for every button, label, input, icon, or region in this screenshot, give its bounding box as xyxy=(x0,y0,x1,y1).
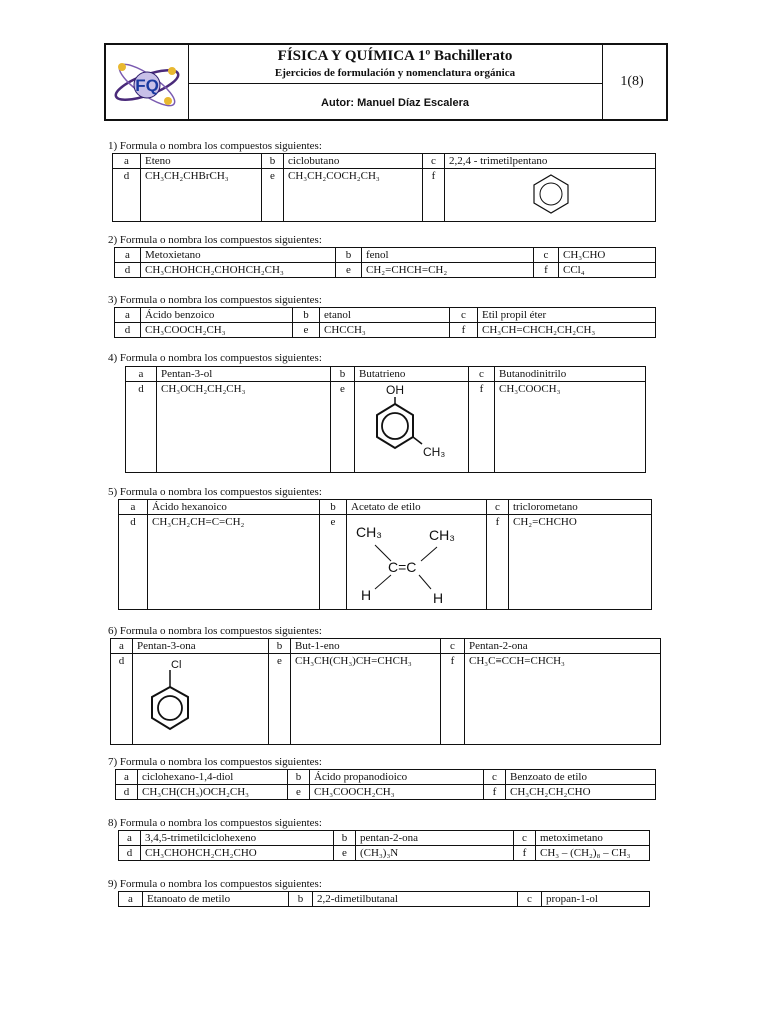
question-prompt: Formula o nombra los compuestos siguientes: xyxy=(119,486,322,498)
question-9-heading xyxy=(108,878,322,891)
structure-cell xyxy=(133,654,269,745)
ch3-label: CH₃ xyxy=(356,524,382,540)
question-5-heading xyxy=(108,486,322,499)
question-number: 5) xyxy=(108,486,118,498)
item-letter: c xyxy=(514,831,536,846)
question-6-heading xyxy=(108,625,322,638)
table-row xyxy=(119,515,652,610)
table-row xyxy=(119,846,650,861)
item-letter: f xyxy=(469,382,495,473)
structure-cell xyxy=(445,169,656,222)
item-letter: b xyxy=(288,770,310,785)
item-text: Eteno xyxy=(141,154,262,169)
item-letter: e xyxy=(262,169,284,222)
structure-cell xyxy=(347,515,487,610)
item-letter: f xyxy=(441,654,465,745)
item-letter: a xyxy=(119,500,148,515)
item-letter: a xyxy=(116,770,138,785)
document-subtitle: Ejercicios de formulación y nomenclatura orgánica xyxy=(274,67,516,79)
question-prompt: Formula o nombra los compuestos siguientes: xyxy=(119,625,322,637)
item-text: CHCCH₃ xyxy=(320,323,450,338)
question-number: 4) xyxy=(108,352,118,364)
item-text: Ácido propanodioico xyxy=(310,770,484,785)
structure-cell xyxy=(355,382,469,473)
item-text: But-1-eno xyxy=(291,639,441,654)
table-row xyxy=(119,892,650,907)
question-1-heading xyxy=(108,140,322,153)
table-row xyxy=(111,639,661,654)
item-letter: f xyxy=(534,263,559,278)
question-2-heading xyxy=(108,234,322,247)
item-letter: b xyxy=(262,154,284,169)
page-number: 1(8) xyxy=(620,74,644,89)
item-text: CH₃CHOHCH₂CH₂CHO xyxy=(141,846,334,861)
item-letter: f xyxy=(423,169,445,222)
item-text: CH₃COOCH₂CH₃ xyxy=(310,785,484,800)
double-bond-label: C=C xyxy=(388,559,417,575)
cl-label: Cl xyxy=(171,659,182,671)
question-1-table xyxy=(112,153,656,222)
item-letter: d xyxy=(113,169,141,222)
question-number: 9) xyxy=(108,878,118,890)
item-text: CH₃C≡CCH=CHCH₃ xyxy=(465,654,661,745)
item-text: propan-1-ol xyxy=(542,892,650,907)
item-text: Acetato de etilo xyxy=(347,500,487,515)
item-letter: a xyxy=(119,831,141,846)
header-divider xyxy=(188,83,602,84)
item-letter: a xyxy=(111,639,133,654)
item-text: 2,2,4 - trimetilpentano xyxy=(445,154,656,169)
item-text: CH₃CH₂CH₂CHO xyxy=(506,785,656,800)
item-letter: d xyxy=(119,846,141,861)
item-letter: c xyxy=(518,892,542,907)
item-letter: b xyxy=(334,831,356,846)
item-letter: a xyxy=(113,154,141,169)
question-6-table xyxy=(110,638,661,745)
item-letter: a xyxy=(119,892,143,907)
document-author: Autor: Manuel Díaz Escalera xyxy=(321,97,469,109)
question-2-table xyxy=(114,247,656,278)
item-letter: d xyxy=(111,654,133,745)
question-4-table xyxy=(125,366,646,473)
item-letter: a xyxy=(126,367,157,382)
question-prompt: Formula o nombra los compuestos siguientes: xyxy=(119,878,322,890)
table-row xyxy=(119,500,652,515)
table-row xyxy=(115,263,656,278)
item-text: 3,4,5-trimetilciclohexeno xyxy=(141,831,334,846)
item-text: Etanoato de metilo xyxy=(143,892,289,907)
item-text: CH₂=CHCH=CH₂ xyxy=(362,263,534,278)
item-letter: b xyxy=(293,308,320,323)
item-letter: e xyxy=(293,323,320,338)
item-text: CCl₄ xyxy=(559,263,656,278)
item-letter: a xyxy=(115,248,141,263)
h-label: H xyxy=(433,590,444,605)
oh-label: OH xyxy=(386,383,404,397)
question-7-table xyxy=(115,769,656,800)
svg-text:FQ: FQ xyxy=(135,76,159,95)
item-text: CH₃OCH₂CH₂CH₃ xyxy=(157,382,331,473)
item-text: CH₂=CHCHO xyxy=(509,515,652,610)
item-text: Ácido hexanoico xyxy=(148,500,320,515)
item-letter: c xyxy=(484,770,506,785)
table-row xyxy=(126,382,646,473)
question-number: 2) xyxy=(108,234,118,246)
question-prompt: Formula o nombra los compuestos siguientes: xyxy=(119,294,322,306)
item-text: Pentan-3-ol xyxy=(157,367,331,382)
item-text: Benzoato de etilo xyxy=(506,770,656,785)
item-text: metoximetano xyxy=(536,831,650,846)
item-text: CH₃CH(CH₃)OCH₂CH₃ xyxy=(138,785,288,800)
item-text: Ácido benzoico xyxy=(141,308,293,323)
item-text: ciclobutano xyxy=(284,154,423,169)
question-number: 1) xyxy=(108,140,118,152)
question-4-heading xyxy=(108,352,322,365)
item-letter: e xyxy=(320,515,347,610)
item-letter: b xyxy=(331,367,355,382)
question-prompt: Formula o nombra los compuestos siguientes: xyxy=(119,140,322,152)
item-letter: c xyxy=(450,308,478,323)
item-text: CH₃CH₂COCH₂CH₃ xyxy=(284,169,423,222)
item-letter: c xyxy=(534,248,559,263)
question-9-table xyxy=(118,891,650,907)
item-letter: f xyxy=(514,846,536,861)
item-text: ciclohexano-1,4-diol xyxy=(138,770,288,785)
document-title: FÍSICA Y QUÍMICA 1º Bachillerato xyxy=(277,48,513,64)
question-8-heading xyxy=(108,817,322,830)
item-letter: e xyxy=(269,654,291,745)
question-3-heading xyxy=(108,294,322,307)
item-letter: c xyxy=(469,367,495,382)
document-header xyxy=(104,43,668,121)
table-row xyxy=(115,308,656,323)
table-row xyxy=(115,323,656,338)
item-text: CH₃CH(CH₃)CH=CHCH₃ xyxy=(291,654,441,745)
question-prompt: Formula o nombra los compuestos siguientes: xyxy=(119,234,322,246)
item-letter: d xyxy=(116,785,138,800)
cis-2-butene-structure xyxy=(347,515,485,605)
table-row xyxy=(111,654,661,745)
table-row xyxy=(113,169,656,222)
question-prompt: Formula o nombra los compuestos siguientes: xyxy=(119,817,322,829)
ch3-label: CH₃ xyxy=(429,527,455,543)
item-text: CH₃COOCH₃ xyxy=(495,382,646,473)
question-number: 8) xyxy=(108,817,118,829)
item-letter: d xyxy=(115,323,141,338)
item-text: fenol xyxy=(362,248,534,263)
item-letter: c xyxy=(423,154,445,169)
item-text: CH₃CHOHCH₂CHOHCH₂CH₃ xyxy=(141,263,336,278)
item-text: (CH₃)₃N xyxy=(356,846,514,861)
question-number: 7) xyxy=(108,756,118,768)
item-text: 2,2-dimetilbutanal xyxy=(313,892,518,907)
item-letter: c xyxy=(487,500,509,515)
question-5-table xyxy=(118,499,652,610)
item-text: Pentan-2-ona xyxy=(465,639,661,654)
item-text: CH₃CH₂CHBrCH₃ xyxy=(141,169,262,222)
item-letter: b xyxy=(269,639,291,654)
chlorobenzene-structure xyxy=(133,654,267,740)
table-row xyxy=(116,785,656,800)
table-row xyxy=(126,367,646,382)
item-letter: f xyxy=(450,323,478,338)
item-letter: e xyxy=(331,382,355,473)
item-letter: a xyxy=(115,308,141,323)
item-text: Metoxietano xyxy=(141,248,336,263)
question-8-table xyxy=(118,830,650,861)
item-letter: e xyxy=(334,846,356,861)
item-letter: f xyxy=(487,515,509,610)
item-letter: b xyxy=(336,248,362,263)
question-prompt: Formula o nombra los compuestos siguientes: xyxy=(119,756,322,768)
item-letter: d xyxy=(119,515,148,610)
h-label: H xyxy=(361,587,372,603)
item-letter: f xyxy=(484,785,506,800)
item-text: etanol xyxy=(320,308,450,323)
item-letter: e xyxy=(336,263,362,278)
item-letter: e xyxy=(288,785,310,800)
question-number: 6) xyxy=(108,625,118,637)
item-letter: d xyxy=(115,263,141,278)
item-text: Butatrieno xyxy=(355,367,469,382)
m-cresol-structure xyxy=(355,382,467,468)
item-text: pentan-2-ona xyxy=(356,831,514,846)
benzene-ring-structure xyxy=(445,169,654,217)
item-text: CH₃COOCH₂CH₃ xyxy=(141,323,293,338)
item-letter: c xyxy=(441,639,465,654)
item-text: triclorometano xyxy=(509,500,652,515)
ch3-label: CH₃ xyxy=(423,445,446,459)
item-text: CH₃CHO xyxy=(559,248,656,263)
question-3-table xyxy=(114,307,656,338)
table-row xyxy=(119,831,650,846)
item-text: Pentan-3-ona xyxy=(133,639,269,654)
fq-logo xyxy=(106,45,189,119)
item-text: Etil propil éter xyxy=(478,308,656,323)
item-letter: d xyxy=(126,382,157,473)
item-letter: b xyxy=(289,892,313,907)
table-row xyxy=(116,770,656,785)
item-text: Butanodinitrilo xyxy=(495,367,646,382)
question-7-heading xyxy=(108,756,322,769)
item-text: CH₃CH₂CH=C=CH₂ xyxy=(148,515,320,610)
table-row xyxy=(115,248,656,263)
item-letter: b xyxy=(320,500,347,515)
item-text: CH₃CH=CHCH₂CH₂CH₃ xyxy=(478,323,656,338)
item-text: CH₃ – (CH₂)₈ – CH₃ xyxy=(536,846,650,861)
header-center xyxy=(188,45,603,119)
question-prompt: Formula o nombra los compuestos siguientes: xyxy=(119,352,322,364)
question-number: 3) xyxy=(108,294,118,306)
table-row xyxy=(113,154,656,169)
